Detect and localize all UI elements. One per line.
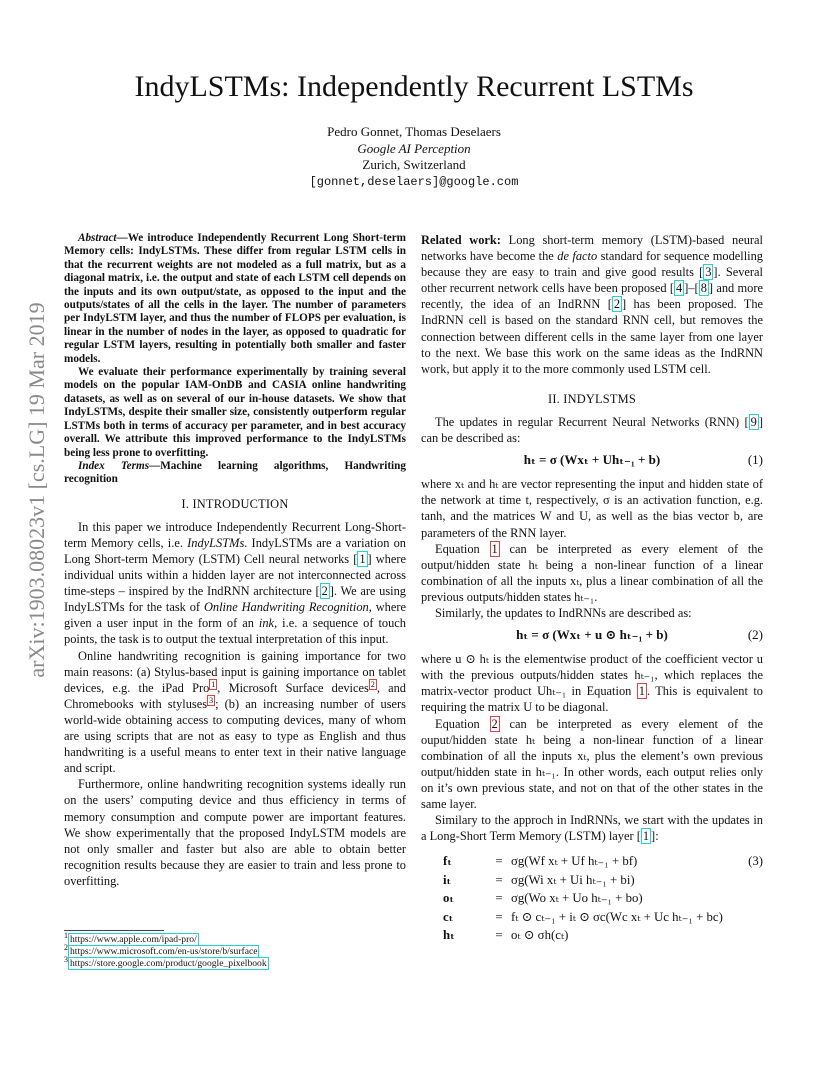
abstract-label: Abstract: [78, 232, 117, 244]
footnote-mark[interactable]: 1: [211, 679, 216, 689]
section-heading-suffix: S: [628, 391, 636, 406]
equation-body: hₜ = σ (Wxₜ + Uhₜ₋₁ + b): [523, 452, 661, 468]
equation-row: [421, 871, 763, 890]
text: can be described as:: [421, 431, 521, 446]
citation-link[interactable]: 1: [359, 552, 366, 566]
text: standard for sequence modelling because they are easy to train and give good results: [421, 249, 764, 280]
section-number: I.: [181, 496, 193, 511]
intro-paragraph-1: In this paper we introduce Independently Recurrent Long-Short-term Memory cells, i.e. IndyLSTMs. IndyLSTMs are a variation on Long Short-term Memory (LSTM) Cell neural networks [ 1 ] where individual units within a hidden layer are not interconnected across time-steps – inspired by the IndRNN architecture [ 2 ]. We are using IndyLSTMs for the task of Online Handwriting Recognition, where given a user input in the form of an ink, i.e. a sequence of touch points, the task is to output the textual interpretation of this input.: [64, 519, 406, 647]
text: , where given a user input in the form of an: [64, 600, 406, 631]
right-column: [421, 232, 763, 945]
footnote-rule: [64, 930, 164, 931]
equation-rel: =: [495, 891, 503, 906]
equation-lhs: iₜ: [443, 872, 452, 887]
footnote: [64, 955, 406, 970]
email: [gonnet,deselaers]@google.com: [309, 174, 519, 189]
equation-lhs: hₜ: [443, 928, 455, 943]
equation-number: (1): [747, 452, 763, 468]
location: Zurich, Switzerland: [362, 157, 466, 172]
text: , i.e. a sequence of touch points, the task is to output the textual interpretation of this input.: [64, 616, 406, 647]
equation-row: [421, 926, 763, 945]
indrnn-explanation: [421, 651, 763, 715]
author-block: [0, 124, 828, 190]
equation-rhs: oₜ ⊙ σh(cₜ): [511, 928, 569, 943]
equation-rel: =: [495, 909, 503, 924]
abstract-paragraph-2: We evaluate their performance experimentally by training several models on the popular IAM-OnDB and CASIA online handwriting datasets, as well as on several of our in-house datasets. We show that IndyLSTMs, despite their smaller size, consistently outperform regular LSTMs both in terms of accuracy per parameter, and in best accuracy overall. We attribute this improved performance to the IndyLSTMs being less prone to overfitting.: [64, 366, 406, 459]
text: Long short-term memory (LSTM)-based neural networks have become the: [421, 233, 763, 264]
equation-ref-link[interactable]: 1: [491, 541, 498, 556]
equation-rhs: σg(Wo xₜ + Uo hₜ₋₁ + bo): [511, 891, 643, 906]
equation-3: [421, 852, 763, 945]
text: The updates in regular Recurrent Neural Networks (RNN): [435, 414, 745, 429]
citation-link[interactable]: 9: [750, 414, 757, 429]
equation-rel: =: [495, 872, 503, 887]
text: Equation: [435, 541, 490, 556]
text: . Several other recurrent network cells have been proposed: [421, 265, 763, 296]
section-heading-rest: NDY: [567, 391, 596, 406]
citation-link[interactable]: 1: [642, 829, 650, 844]
text: where individual units within a hidden layer are not interconnected across time-steps – inspired by the IndRNN architecture: [64, 552, 406, 599]
footnote-number: 3: [64, 955, 68, 965]
affiliation: Google AI Perception: [357, 140, 471, 156]
text: . We are using IndyLSTMs for the task of: [64, 584, 406, 615]
equation-rel: =: [495, 854, 503, 869]
left-column: [64, 232, 406, 889]
text: . IndyLSTMs are a variation on Long Short-term Memory (LSTM) Cell neural networks: [64, 535, 406, 566]
equation-1-interpretation: [421, 541, 763, 605]
citation-link[interactable]: 4: [676, 281, 683, 296]
footnote-mark[interactable]: 3: [209, 695, 214, 705]
text: –: [688, 281, 695, 296]
equation-1: [421, 452, 763, 468]
index-terms-text: —Machine learning algorithms, Handwriting recognition: [64, 459, 406, 486]
section-heading-introduction: [64, 496, 406, 512]
paper-title: IndyLSTMs: Independently Recurrent LSTMs: [134, 70, 694, 103]
citation-link[interactable]: 2: [613, 297, 621, 312]
footnote-link[interactable]: https://store.google.com/product/google_pixelbook: [70, 958, 267, 970]
text: has been proposed. The IndRNN cell is based on the standard RNN cell, but removes the connection between different cells in the same layer from one layer to the next. We base this work on the same ideas as the IndRNN work, but apply it to the more commonly used LSTM cell.: [421, 297, 764, 376]
equation-ref-link[interactable]: 1: [638, 684, 645, 699]
text: , and Chromebooks with styluses: [64, 680, 406, 711]
intro-paragraph-3: Furthermore, online handwriting recognition systems ideally run on the users’ computing device and thus efficiency in terms of memory consumption and compute power are important features. We show experimentally that the proposed IndyLSTM models are not only smaller and faster but also are able to obtain better recognition results because they are easier to train and less prone to overfitting.: [64, 777, 406, 888]
section-heading-rest: NTRODUCTION: [196, 496, 289, 511]
footnote-link[interactable]: https://www.microsoft.com/en-us/store/b/surface: [70, 946, 258, 958]
equation-body: hₜ = σ (Wxₜ + u ⊙ hₜ₋₁ + b): [516, 627, 668, 643]
text: Online handwriting recognition is gaining importance for two main reasons: (a) Stylus-based input is gaining importance on tablet devices, e.g. the iPad Pro: [64, 648, 406, 695]
text: ink: [258, 616, 275, 631]
citation-link[interactable]: 8: [700, 281, 707, 296]
footnote-link[interactable]: https://www.apple.com/ipad-pro/: [70, 934, 197, 945]
text: IndyLSTMs: [187, 535, 245, 550]
related-work-paragraph: Related work: Long short-term memory (LSTM)-based neural networks have become the de facto standard for sequence modelling because they are easy to train and give good results [ 3 ]. Several other recurrent network cells have been proposed [ 4 ]–[ 8 ] and more recently, the idea of an IndRNN [ 2 ] has been proposed. The IndRNN cell is based on the standard RNN cell, but removes the connection between different cells in the same layer from one layer to the next. We base this work on the same ideas as the IndRNN work, but apply it to the more commonly used LSTM cell.: [421, 233, 764, 376]
index-terms-label: Index Terms: [78, 459, 150, 472]
section-heading-tail: LSTM: [595, 391, 629, 406]
text: Equation: [435, 716, 490, 731]
equation-number: (2): [747, 627, 763, 643]
text: Similary to the approch in IndRNNs, we start with the updates in a Long-Short Term Memory (LSTM) layer: [421, 813, 763, 844]
equation-row: [421, 852, 763, 871]
citation-link[interactable]: 2: [321, 584, 328, 599]
footnotes: [64, 930, 406, 971]
section-heading-indylstms: [421, 391, 763, 407]
equation-number: (3): [748, 854, 763, 869]
index-terms: [64, 460, 406, 487]
footnote-number: 1: [64, 930, 68, 940]
text: In this paper we introduce Independently Recurrent Long-Short-term Memory cells, i.e.: [64, 519, 406, 550]
section-heading-initial: I: [192, 496, 197, 511]
footnote-number: 2: [64, 943, 68, 953]
section-heading-initial: I: [563, 391, 568, 406]
intro-paragraph-2: [64, 648, 406, 777]
abstract-paragraph: [64, 232, 406, 366]
equation-row: [421, 889, 763, 908]
equation-rhs: σg(Wi xₜ + Ui hₜ₋₁ + bi): [511, 872, 635, 887]
text: . This is equivalent to requiring the matrix U to be diagonal.: [421, 684, 763, 715]
citation-link[interactable]: 3: [705, 265, 712, 280]
text: where u ⊙ hₜ is the elementwise product of the coefficient vector u with the previous outputs/hidden states hₜ₋₁, which replaces the matrix-vector product Uhₜ₋₁ in Equation: [421, 652, 763, 699]
equation-row: [421, 908, 763, 927]
equation-rel: =: [495, 928, 503, 943]
abstract-text: —We introduce Independently Recurrent Long Short-term Memory cells: IndyLSTMs. These differ from regular LSTM cells in that the recurrent weights are not modeled as a full matrix, but as a diagonal matrix, i.e. the output and state of each LSTM cell depends on the inputs and its own output/state, as opposed to the input and the outputs/states of all the cells in the layer. The number of parameters per IndyLSTM layer, and thus the number of FLOPS per evaluation, is linear in the number of nodes in the layer, as opposed to quadratic for regular LSTM layers, resulting in potentially both smaller and faster models.: [64, 232, 406, 365]
text: can be interpreted as every element of the output/hidden state hₜ being a non-linear function of a linear combination of all the inputs xₜ, plus a linear combination of all the previous outputs/hidden states hₜ₋₁.: [421, 541, 763, 604]
equation-2-interpretation: [421, 716, 763, 813]
arxiv-stamp: [22, 280, 52, 700]
text: , Microsoft Surface devices: [217, 680, 369, 695]
related-work-label: Related work:: [421, 233, 501, 247]
text: de facto: [557, 249, 598, 264]
lstm-intro: Similary to the approch in IndRNNs, we start with the updates in a Long-Short Term Memory (LSTM) layer [ 1 ]:: [421, 813, 763, 844]
footnote-mark[interactable]: 2: [370, 679, 375, 689]
text: Online Handwriting Recognition: [203, 600, 369, 615]
text: and more recently, the idea of an IndRNN: [421, 281, 763, 312]
equation-lhs: oₜ: [443, 891, 455, 906]
indrnn-intro: Similarly, the updates to IndRNNs are described as:: [435, 605, 692, 620]
equation-ref-link[interactable]: 2: [491, 716, 498, 731]
text: can be interpreted as every element of the ouput/hidden state hₜ being a non-linear function of a linear combination of all the inputs xₜ, plus the element’s own previous output/hidden state in hₜ₋₁. In other words, each output relies only on it’s own previous state, and not on that of the other states in the same layer.: [421, 716, 763, 811]
equation-2: [421, 627, 763, 643]
section-number: II.: [548, 391, 564, 406]
rnn-explanation: where xₜ and hₜ are vector representing the input and hidden state of the network at time t, respectively, σ is an activation function, e.g. tanh, and the matrices W and U, as well as the bias vector b, are parameters of the RNN layer.: [421, 477, 763, 540]
equation-lhs: cₜ: [443, 909, 454, 924]
equation-rhs: fₜ ⊙ cₜ₋₁ + iₜ ⊙ σc(Wc xₜ + Uc hₜ₋₁ + bc): [511, 909, 723, 924]
equation-lhs: fₜ: [443, 854, 453, 869]
text: ; (b) an increasing number of users world-wide obtaining access to computing devices, many of whom are using scripts that are not as easy to type as English and thus handwriting is a useful means to enter text in their native language and script.: [64, 696, 406, 776]
equation-rhs: σg(Wf xₜ + Uf hₜ₋₁ + bf): [511, 854, 638, 869]
text: :: [655, 829, 659, 844]
rnn-paragraph: The updates in regular Recurrent Neural Networks (RNN) [ 9 ] can be described as:: [421, 414, 763, 446]
authors: Pedro Gonnet, Thomas Deselaers: [327, 124, 501, 139]
arxiv-stamp-text: arXiv:1903.08023v1 [cs.LG] 19 Mar 2019: [24, 302, 49, 678]
